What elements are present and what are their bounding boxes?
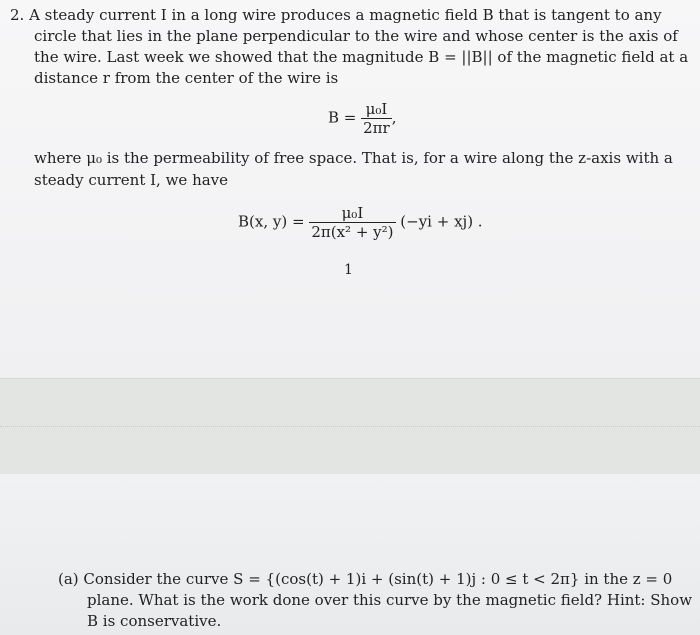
eq2-lhs: B(x, y) = xyxy=(238,212,305,231)
part-a-line-3: B is conservative. xyxy=(87,612,222,630)
problem-line-3: the wire. Last week we showed that the magnitude B = ||B|| of the magnetic field at a xyxy=(34,48,689,66)
eq2-denominator: 2π(x² + y²) xyxy=(311,223,394,241)
part-a-line-1: (a) Consider the curve S = {(cos(t) + 1)i + (sin(t) + 1)j : 0 ≤ t < 2π} in the z = 0 xyxy=(58,570,673,588)
eq1-denominator: 2πr xyxy=(363,119,390,137)
eq2-numerator: μ₀I xyxy=(341,204,364,222)
eq1-numerator: μ₀I xyxy=(365,100,388,118)
part-a-line-2: plane. What is the work done over this curve by the magnetic field? Hint: Show xyxy=(87,591,693,609)
page-number: 1 xyxy=(344,262,353,278)
problem-line-4: distance r from the center of the wire is xyxy=(34,69,339,87)
problem-line-1: 2. A steady current I in a long wire produces a magnetic field B that is tangent to any xyxy=(10,6,662,24)
equation-field-vector xyxy=(238,204,483,241)
eq1-lhs: B = xyxy=(328,108,357,127)
problem-mid-line-1: where μ₀ is the permeability of free space. That is, for a wire along the z-axis with a xyxy=(34,149,673,167)
equation-field-magnitude xyxy=(328,100,397,137)
problem-line-2: circle that lies in the plane perpendicular to the wire and whose center is the axis of xyxy=(34,27,678,45)
problem-mid-line-2: steady current I, we have xyxy=(34,171,229,189)
eq2-tail: (−yi + xj) . xyxy=(400,212,483,231)
gap-divider xyxy=(0,426,700,427)
page-gap xyxy=(0,378,700,475)
eq1-tail: , xyxy=(391,108,397,127)
eq1-fraction xyxy=(361,100,392,137)
page-bottom xyxy=(0,474,700,635)
eq2-fraction xyxy=(309,204,395,241)
